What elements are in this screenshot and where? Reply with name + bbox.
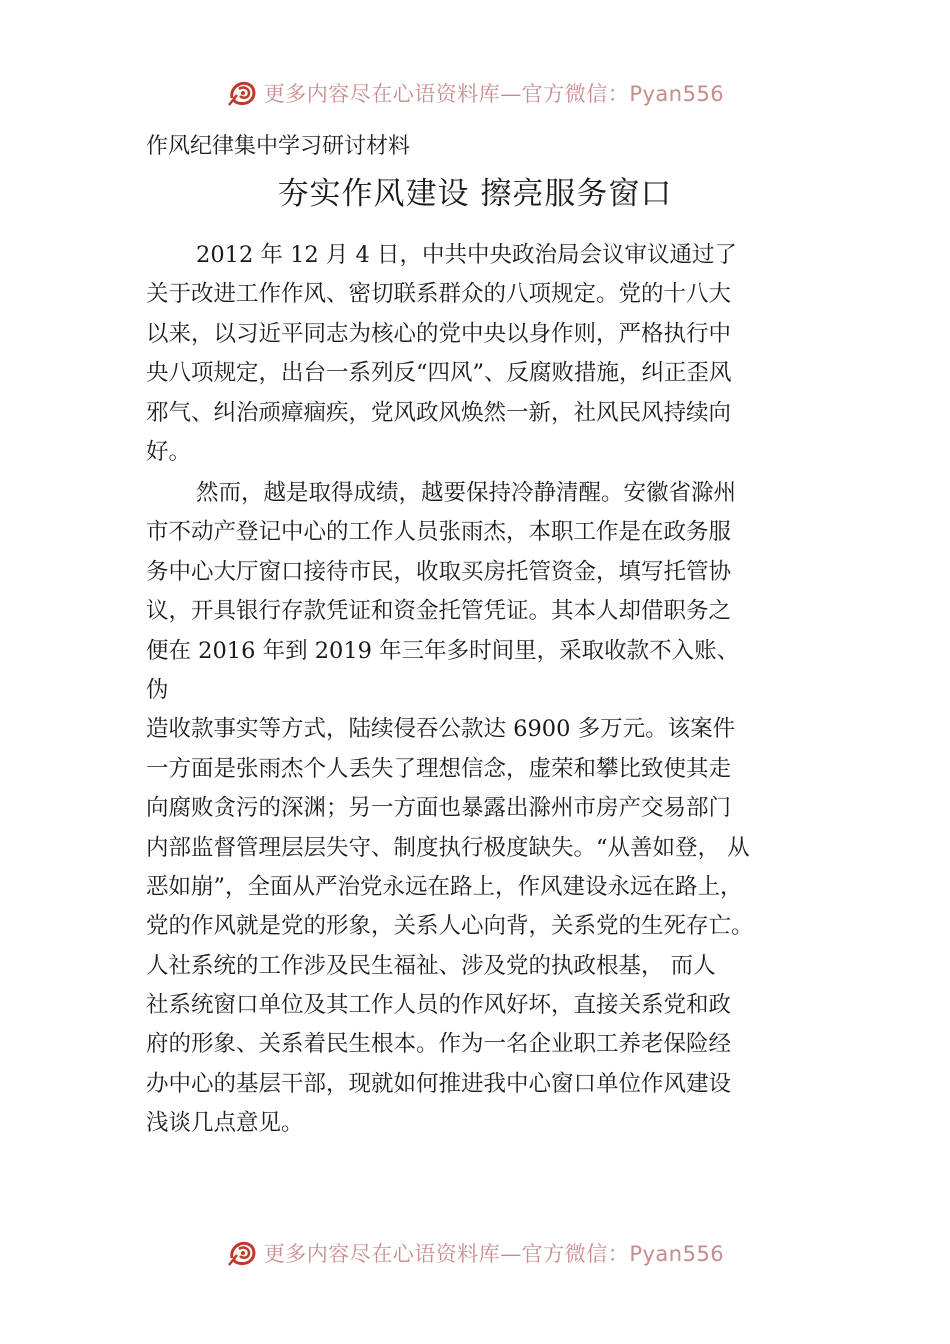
text-line: 关于改进工作作风、密切联系群众的八项规定。党的十八大 bbox=[146, 281, 732, 308]
text-line: 一方面是张雨杰个人丢失了理想信念，虚荣和攀比致使其走 bbox=[146, 755, 732, 782]
watermark-text: 更多内容尽在心语资料库—官方微信：Pyan556 bbox=[263, 82, 725, 106]
paragraph-2 bbox=[146, 474, 826, 1144]
footer-watermark bbox=[0, 1233, 950, 1273]
logo-icon bbox=[226, 76, 260, 110]
text-line: 伪 bbox=[146, 676, 169, 703]
watermark-handle: Pyan556 bbox=[629, 1242, 725, 1266]
text-line: 内部监督管理层层失守、制度执行极度缺失。“从善如登， 从 bbox=[146, 834, 750, 861]
text-line: 办中心的基层干部，现就如何推进我中心窗口单位作风建设 bbox=[146, 1070, 732, 1097]
text-line: 2012 年 12 月 4 日，中共中央政治局会议审议通过了 bbox=[196, 242, 737, 268]
text-line: 然而，越是取得成绩，越要保持冷静清醒。安徽省滁州 bbox=[196, 480, 737, 506]
logo-icon bbox=[226, 1236, 260, 1270]
text-line: 恶如崩”，全面从严治党永远在路上，作风建设永远在路上， bbox=[146, 873, 743, 900]
text-line: 市不动产登记中心的工作人员张雨杰，本职工作是在政务服 bbox=[146, 519, 732, 546]
text-line: 议，开具银行存款凭证和资金托管凭证。其本人却借职务之 bbox=[146, 598, 732, 625]
text-line: 便在 2016 年到 2019 年三年多时间里，采取收款不入账、 bbox=[146, 637, 740, 664]
header-watermark bbox=[0, 73, 950, 113]
text-line: 央八项规定，出台一系列反“四风”、反腐败措施，纠正歪风 bbox=[146, 360, 732, 387]
text-line: 好。 bbox=[146, 438, 192, 465]
watermark-text: 更多内容尽在心语资料库—官方微信：Pyan556 bbox=[263, 1242, 725, 1266]
text-line: 社系统窗口单位及其工作人员的作风好坏，直接关系党和政 bbox=[146, 992, 732, 1019]
text-line: 府的形象、关系着民生根本。作为一名企业职工养老保险经 bbox=[146, 1031, 732, 1058]
text-line: 造收款事实等方式，陆续侵吞公款达 6900 多万元。该案件 bbox=[146, 716, 736, 743]
text-line: 浅谈几点意见。 bbox=[146, 1110, 304, 1137]
text-line: 人社系统的工作涉及民生福祉、涉及党的执政根基， 而人 bbox=[146, 952, 716, 979]
text-line: 向腐败贪污的深渊；另一方面也暴露出滁州市房产交易部门 bbox=[146, 795, 732, 822]
text-line: 邪气、纠治顽瘴痼疾，党风政风焕然一新，社风民风持续向 bbox=[146, 399, 732, 426]
document-title: 夯实作风建设 擦亮服务窗口 bbox=[277, 176, 673, 212]
text-line: 以来，以习近平同志为核心的党中央以身作则，严格执行中 bbox=[146, 320, 732, 347]
watermark-handle: Pyan556 bbox=[629, 82, 725, 106]
paragraph-1 bbox=[146, 236, 826, 472]
text-line: 党的作风就是党的形象，关系人心向背，关系党的生死存亡。 bbox=[146, 913, 754, 940]
text-line: 务中心大厅窗口接待市民，收取买房托管资金，填写托管协 bbox=[146, 558, 732, 585]
document-label: 作风纪律集中学习研讨材料 bbox=[146, 134, 411, 159]
